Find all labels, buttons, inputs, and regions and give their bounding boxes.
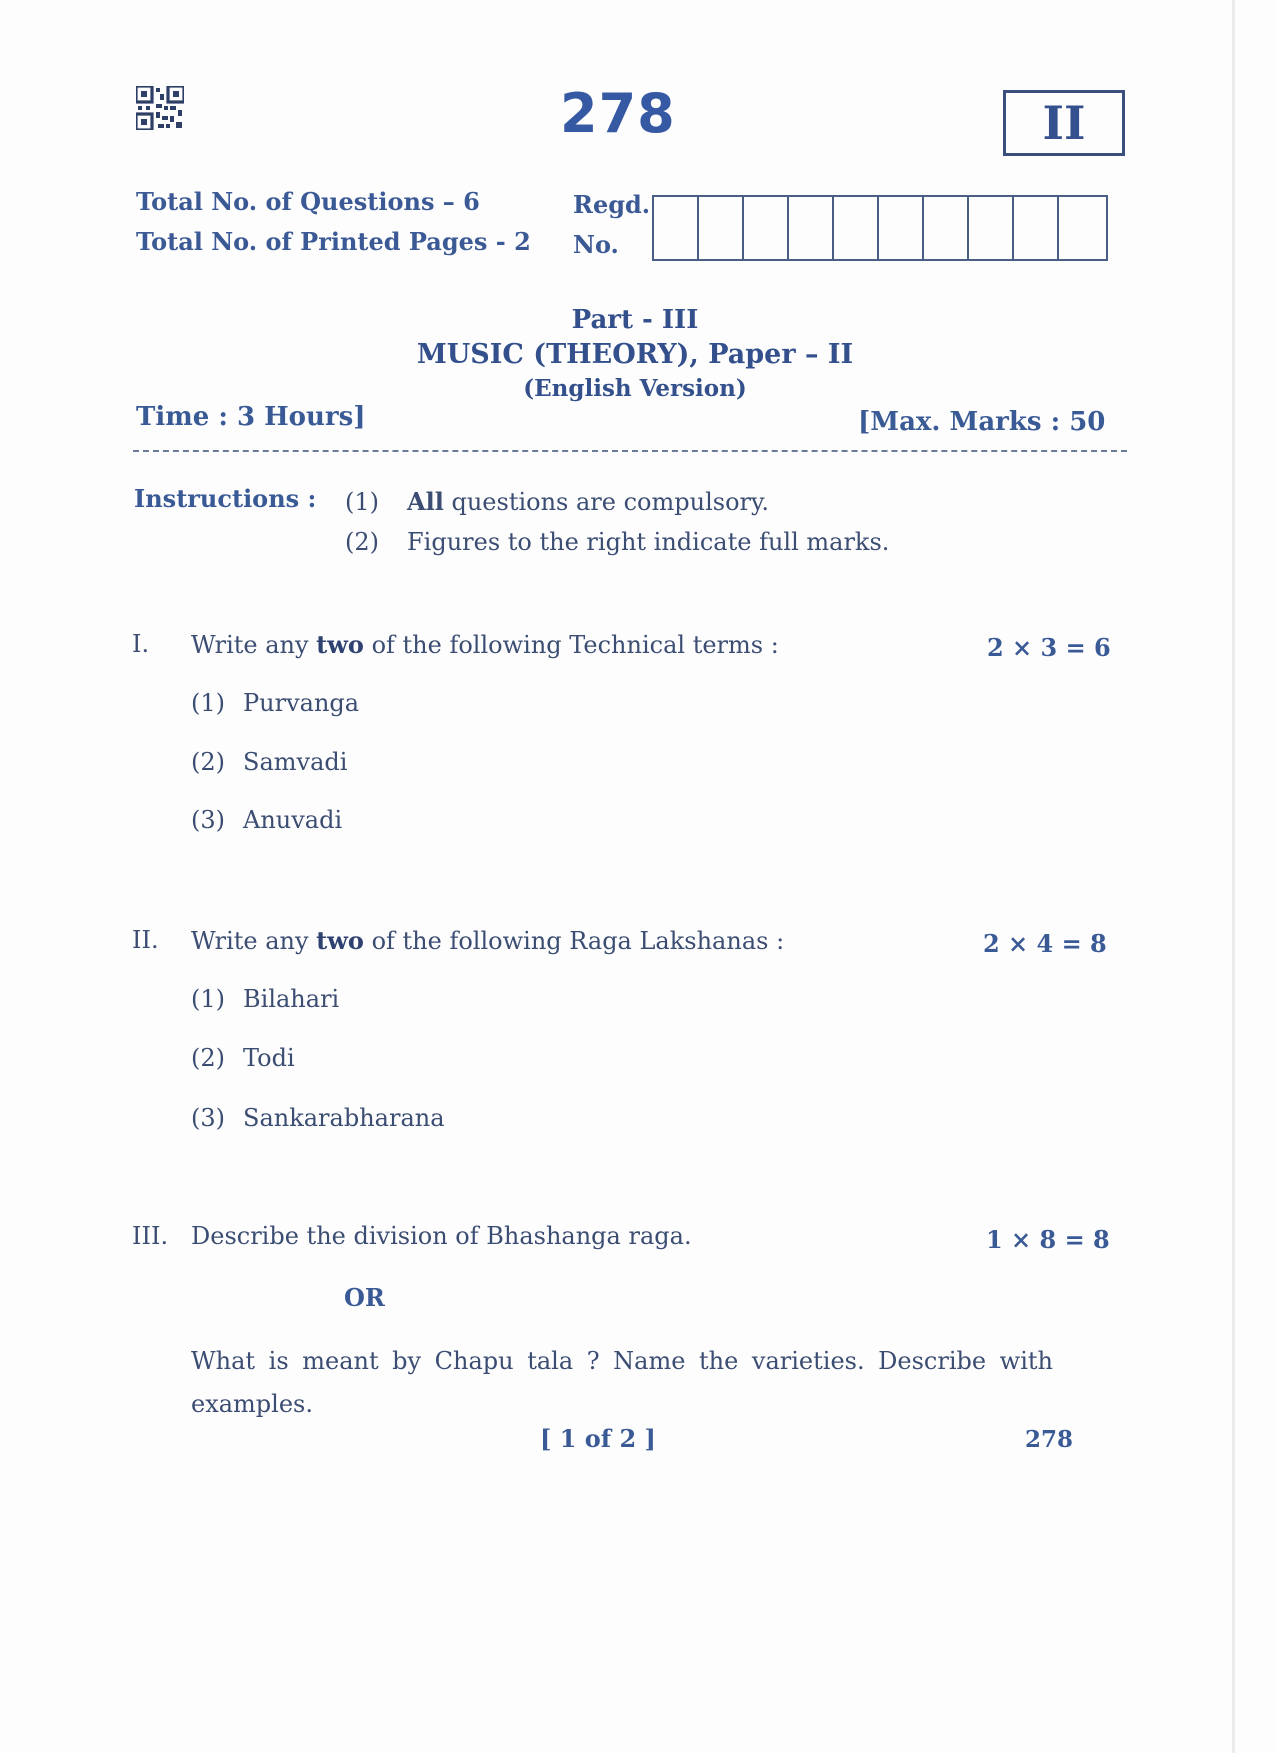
option-text: Sankarabharana	[243, 1104, 445, 1132]
question-text-pre: Write any	[191, 631, 317, 659]
question-text-bold: two	[316, 630, 364, 659]
alternative-question: What is meant by Chapu tala ? Name the varieties. Describe with examples.	[191, 1347, 1053, 1418]
option-number: (2)	[191, 1044, 225, 1072]
option-text: Bilahari	[243, 985, 340, 1013]
question-text: Describe the division of Bhashanga raga.	[191, 1222, 692, 1250]
time-allowed: Time : 3 Hours]	[136, 402, 366, 432]
question-text-bold: two	[316, 926, 364, 955]
totals-block	[136, 182, 531, 262]
option-text: Todi	[243, 1044, 295, 1072]
option-item	[191, 985, 339, 1013]
question-number: III.	[132, 1222, 169, 1250]
instruction-text: questions are compulsory.	[443, 488, 769, 516]
paper-code: 278	[560, 82, 676, 145]
option-number: (2)	[191, 748, 225, 776]
option-item	[191, 748, 347, 776]
regd-digit-box[interactable]	[1059, 197, 1106, 259]
total-questions: Total No. of Questions – 6	[136, 187, 480, 216]
regd-digit-box[interactable]	[654, 197, 699, 259]
instruction-item	[345, 528, 889, 556]
version-heading: (English Version)	[523, 375, 747, 402]
option-item	[191, 689, 359, 717]
option-number: (1)	[191, 985, 225, 1013]
regd-digit-box[interactable]	[699, 197, 744, 259]
question-text-post: of the following Raga Lakshanas :	[363, 927, 785, 955]
regd-digit-box[interactable]	[1014, 197, 1059, 259]
question-text-post: of the following Technical terms :	[363, 631, 779, 659]
regd-digit-box[interactable]	[834, 197, 879, 259]
or-separator: OR	[344, 1283, 385, 1312]
option-text: Anuvadi	[243, 806, 343, 834]
option-text: Samvadi	[243, 748, 348, 776]
instruction-text: Figures to the right indicate full marks.	[407, 528, 890, 556]
option-number: (3)	[191, 806, 225, 834]
question-text	[191, 926, 784, 955]
qr-code-icon	[136, 86, 184, 130]
regd-label-line2: No.	[573, 230, 619, 259]
question-number: II.	[132, 926, 159, 954]
regd-digit-box[interactable]	[924, 197, 969, 259]
option-item	[191, 1044, 295, 1072]
paper-set: II	[1042, 96, 1086, 150]
subject-heading: MUSIC (THEORY), Paper – II	[416, 339, 854, 370]
regd-number-boxes[interactable]	[652, 195, 1108, 261]
option-text: Purvanga	[243, 689, 360, 717]
question-marks: 1 × 8 = 8	[986, 1225, 1110, 1254]
total-pages: Total No. of Printed Pages - 2	[136, 227, 531, 256]
option-item	[191, 1104, 445, 1132]
part-heading: Part - III	[571, 305, 699, 335]
max-marks: [Max. Marks : 50	[858, 407, 1106, 437]
regd-label	[573, 185, 650, 265]
regd-digit-box[interactable]	[744, 197, 789, 259]
option-item	[191, 806, 342, 834]
scan-edge	[1232, 0, 1235, 1753]
page-indicator: [ 1 of 2 ]	[540, 1424, 656, 1453]
footer-paper-code: 278	[1025, 1426, 1074, 1453]
question-number: I.	[132, 630, 150, 658]
regd-label-line1: Regd.	[573, 190, 651, 219]
regd-digit-box[interactable]	[969, 197, 1014, 259]
instruction-item	[345, 487, 769, 516]
regd-digit-box[interactable]	[879, 197, 924, 259]
instruction-bold: All	[407, 487, 444, 516]
question-text-pre: Write any	[191, 927, 317, 955]
question-text	[191, 630, 779, 659]
option-number: (1)	[191, 689, 225, 717]
question-marks: 2 × 4 = 8	[983, 929, 1107, 958]
instructions-label: Instructions :	[134, 484, 317, 513]
regd-digit-box[interactable]	[789, 197, 834, 259]
header-divider	[133, 450, 1127, 452]
option-number: (3)	[191, 1104, 225, 1132]
question-marks: 2 × 3 = 6	[987, 633, 1111, 662]
instruction-number: (1)	[345, 488, 379, 516]
instruction-number: (2)	[345, 528, 379, 556]
paper-set-box	[1003, 90, 1125, 156]
